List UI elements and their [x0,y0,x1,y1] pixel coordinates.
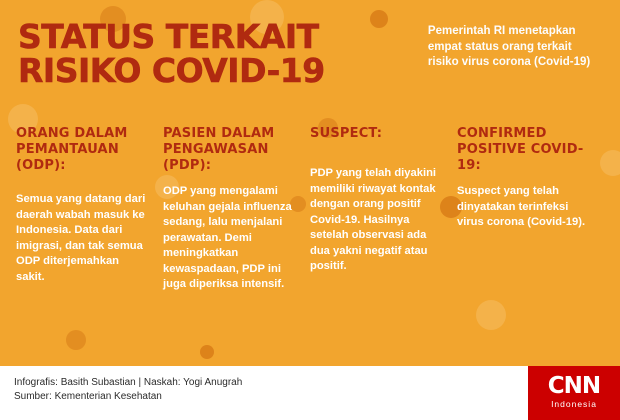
status-column-pdp [163,126,310,356]
column-body: Suspect yang telah dinyatakan terinfeksi virus corona (Covid-19). [457,185,586,228]
title-line-1: STATUS TERKAIT [18,17,319,56]
title-line-2: RISIKO COVID-19 [18,51,325,90]
status-column-confirmed-positive [457,126,604,356]
column-heading: PASIEN DALAM PENGAWASAN (PDP): [163,126,275,173]
column-heading: ORANG DALAM PEMANTAUAN (ODP): [16,126,128,173]
header-band [0,0,620,120]
status-column-odp [16,126,163,356]
column-body: ODP yang mengalami keluhan gejala influenza sedang, lalu menjalani perawatan. Demi meningkatkan kewaspadaan, PDP ini juga diperiksa intensif. [163,185,292,290]
column-body: PDP yang telah diyakini memiliki riwayat kontak dengan orang positif Covid-19. Hasilnya setelah observasi ada dua yakni negatif atau positif. [310,167,437,272]
status-column-suspect [310,126,457,356]
column-heading: CONFIRMED POSITIVE COVID-19: [457,126,584,173]
cnn-indonesia-logo [528,366,620,420]
footer-source: Sumber: Kementerian Kesehatan [14,391,162,402]
page-title [18,17,416,90]
footer-credits: Infografis: Basith Subastian | Naskah: Yogi Anugrah [14,377,243,388]
footer-bar [0,366,620,420]
cnn-logo-text: CNN [547,373,601,399]
status-columns [0,120,620,356]
intro-text: Pemerintah RI menetapkan empat status orang terkait risiko virus corona (Covid-19) [427,25,591,68]
cnn-logo-subtext: Indonesia [551,399,597,409]
column-body: Semua yang datang dari daerah wabah masuk ke Indonesia. Data dari imigrasi, dan tak semua ODP diterjemahkan sakit. [16,193,146,283]
column-heading: SUSPECT: [310,126,383,141]
title-wrap [18,14,416,120]
